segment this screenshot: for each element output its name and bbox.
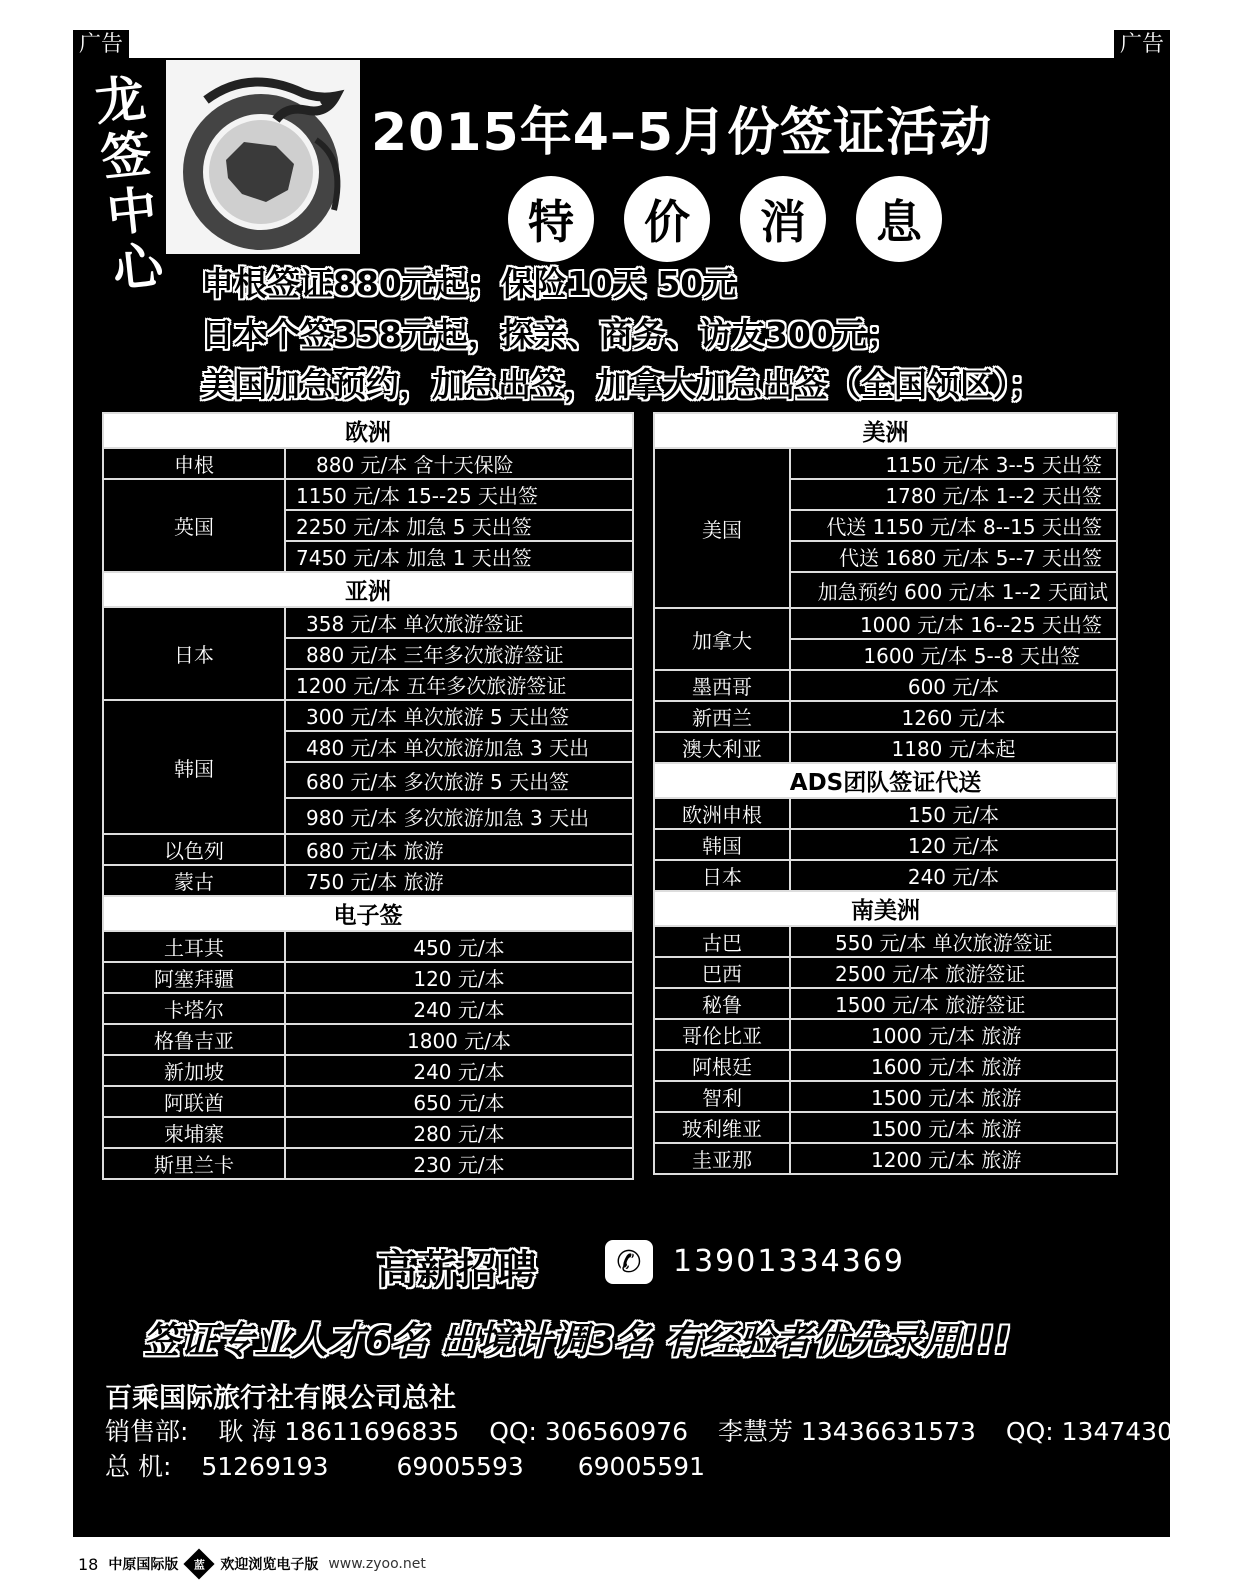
switch-label: 总 机:: [105, 1452, 172, 1481]
price-cell: 120 元/本: [285, 962, 633, 993]
price-cell: 加急预约 600 元/本 1--2 天面试: [790, 572, 1117, 608]
special-offer-badges: [508, 176, 942, 262]
country-cell: 美国: [654, 448, 790, 608]
table-row: [103, 834, 633, 865]
section-title-south-america: 南美洲: [654, 891, 1117, 926]
page-footer: [78, 1549, 426, 1579]
special-badge: 特: [508, 176, 594, 262]
price-cell: 1500 元/本 旅游: [790, 1081, 1117, 1112]
table-row: [103, 962, 633, 993]
table-row: [103, 1024, 633, 1055]
country-cell: 格鲁吉亚: [103, 1024, 285, 1055]
price-cell: 1150 元/本 15--25 天出签: [285, 479, 633, 510]
ad-label-right: 广告: [1114, 30, 1170, 60]
country-cell: 韩国: [654, 829, 790, 860]
section-title-ads: ADS团队签证代送: [654, 763, 1117, 798]
country-cell: 澳大利亚: [654, 732, 790, 763]
hiring-title: 高薪招聘: [377, 1247, 537, 1293]
promo-line: 申根签证880元起；保险10天 50元: [201, 264, 737, 303]
brand-char: 心: [109, 235, 166, 299]
footer-url[interactable]: www.zyoo.net: [328, 1556, 426, 1572]
page-title: 2015年4–5月份签证活动: [371, 103, 993, 163]
table-row: [654, 926, 1117, 957]
sales-label: 销售部:: [105, 1417, 189, 1446]
country-cell: 阿联酋: [103, 1086, 285, 1117]
special-badge: 消: [740, 176, 826, 262]
table-row: [654, 798, 1117, 829]
price-cell: 600 元/本: [790, 670, 1117, 701]
country-cell: 柬埔寨: [103, 1117, 285, 1148]
country-cell: 哥伦比亚: [654, 1019, 790, 1050]
country-cell: 欧洲申根: [654, 798, 790, 829]
country-cell: 墨西哥: [654, 670, 790, 701]
country-cell: 韩国: [103, 700, 285, 834]
country-cell: 阿塞拜疆: [103, 962, 285, 993]
price-cell: 358 元/本 单次旅游签证: [285, 607, 633, 638]
price-cell: 1200 元/本 旅游: [790, 1143, 1117, 1174]
table-row: [103, 931, 633, 962]
sales-contacts: [105, 1412, 1240, 1448]
brand-calligraphy: [85, 69, 172, 298]
sales-contact: 耿 海 18611696835: [218, 1417, 460, 1446]
table-row: [654, 608, 1117, 639]
switch-number: 51269193: [201, 1452, 329, 1481]
page-number: 18: [78, 1554, 99, 1574]
price-cell: 7450 元/本 加急 1 天出签: [285, 541, 633, 572]
price-cell: 880 元/本 三年多次旅游签证: [285, 638, 633, 669]
brand-char: 龙: [92, 68, 149, 132]
price-cell: 代送 1680 元/本 5--7 天出签: [790, 541, 1117, 572]
table-row: [654, 1019, 1117, 1050]
price-cell: 680 元/本 多次旅游 5 天出签: [285, 762, 633, 798]
switch-number: 69005591: [577, 1452, 705, 1481]
section-title-asia: 亚洲: [103, 572, 633, 607]
price-cell: 450 元/本: [285, 931, 633, 962]
price-cell: 2500 元/本 旅游签证: [790, 957, 1117, 988]
publication-badge-icon: [184, 1548, 215, 1579]
price-cell: 880 元/本 含十天保险: [285, 448, 633, 479]
price-cell: 480 元/本 单次旅游加急 3 天出: [285, 731, 633, 762]
price-cell: 2250 元/本 加急 5 天出签: [285, 510, 633, 541]
country-cell: 圭亚那: [654, 1143, 790, 1174]
country-cell: 以色列: [103, 834, 285, 865]
footer-welcome: 欢迎浏览电子版: [220, 1557, 319, 1573]
price-cell: 240 元/本: [285, 1055, 633, 1086]
price-cell: 980 元/本 多次旅游加急 3 天出: [285, 798, 633, 834]
table-row: [654, 1050, 1117, 1081]
price-cell: 280 元/本: [285, 1117, 633, 1148]
advertisement-page: [73, 58, 1221, 1537]
table-row: [654, 1112, 1117, 1143]
price-cell: 150 元/本: [790, 798, 1117, 829]
publication-name: 中原国际版: [108, 1557, 179, 1573]
country-cell: 日本: [654, 860, 790, 891]
price-cell: 550 元/本 单次旅游签证: [790, 926, 1117, 957]
table-row: [654, 448, 1117, 479]
country-cell: 古巴: [654, 926, 790, 957]
table-row: [103, 1086, 633, 1117]
price-cell: 1500 元/本 旅游签证: [790, 988, 1117, 1019]
price-cell: 1600 元/本 5--8 天出签: [790, 639, 1117, 670]
price-cell: 650 元/本: [285, 1086, 633, 1117]
price-cell: 1500 元/本 旅游: [790, 1112, 1117, 1143]
table-row: [654, 1143, 1117, 1174]
price-cell: 230 元/本: [285, 1148, 633, 1179]
hiring-slogan: 签证专业人才6名 出境计调3名 有经验者优先录用!!!: [143, 1319, 1011, 1362]
phone-icon: ✆: [605, 1240, 653, 1284]
country-cell: 秘鲁: [654, 988, 790, 1019]
country-cell: 新加坡: [103, 1055, 285, 1086]
price-table-right: [653, 412, 1118, 1175]
country-cell: 日本: [103, 607, 285, 700]
special-badge: 价: [624, 176, 710, 262]
section-title-europe: 欧洲: [103, 413, 633, 448]
country-cell: 加拿大: [654, 608, 790, 670]
switch-number: 69005593: [396, 1452, 524, 1481]
table-row: [654, 988, 1117, 1019]
price-cell: 1800 元/本: [285, 1024, 633, 1055]
country-cell: 土耳其: [103, 931, 285, 962]
promo-line: 美国加急预约，加急出签，加拿大加急出签（全国领区）；: [201, 365, 1043, 404]
country-cell: 智利: [654, 1081, 790, 1112]
dragon-emblem-icon: [166, 60, 360, 254]
sales-contact: QQ: 306560976: [489, 1417, 689, 1446]
country-cell: 申根: [103, 448, 285, 479]
price-cell: 1600 元/本 旅游: [790, 1050, 1117, 1081]
country-cell: 阿根廷: [654, 1050, 790, 1081]
country-cell: 巴西: [654, 957, 790, 988]
table-row: [103, 865, 633, 896]
country-cell: 斯里兰卡: [103, 1148, 285, 1179]
badge-text: 蓝: [193, 1558, 205, 1571]
brand-char: 签: [98, 123, 154, 188]
brand-char: 中: [103, 179, 160, 244]
price-cell: 代送 1150 元/本 8--15 天出签: [790, 510, 1117, 541]
price-cell: 1200 元/本 五年多次旅游签证: [285, 669, 633, 700]
table-row: [103, 1148, 633, 1179]
sales-contact: 李慧芳 13436631573: [718, 1417, 976, 1446]
section-title-evisa: 电子签: [103, 896, 633, 931]
table-row: [654, 1081, 1117, 1112]
hiring-phone: 13901334369: [673, 1244, 905, 1279]
table-row: [103, 700, 633, 731]
table-row: [654, 670, 1117, 701]
price-cell: 300 元/本 单次旅游 5 天出签: [285, 700, 633, 731]
table-row: [654, 732, 1117, 763]
country-cell: 新西兰: [654, 701, 790, 732]
table-row: [103, 479, 633, 510]
country-cell: 卡塔尔: [103, 993, 285, 1024]
table-row: [654, 829, 1117, 860]
table-row: [103, 1055, 633, 1086]
table-row: [654, 957, 1117, 988]
price-cell: 750 元/本 旅游: [285, 865, 633, 896]
price-cell: 1180 元/本起: [790, 732, 1117, 763]
price-cell: 240 元/本: [790, 860, 1117, 891]
country-cell: 英国: [103, 479, 285, 572]
price-cell: 240 元/本: [285, 993, 633, 1024]
price-cell: 120 元/本: [790, 829, 1117, 860]
price-table-left: [102, 412, 634, 1180]
price-cell: 680 元/本 旅游: [285, 834, 633, 865]
company-name: 百乘国际旅行社有限公司总社: [105, 1383, 456, 1414]
table-row: [103, 1117, 633, 1148]
promo-line: 日本个签358元起，探亲、商务、访友300元；: [201, 315, 900, 354]
table-row: [103, 448, 633, 479]
special-badge: 息: [856, 176, 942, 262]
table-row: [103, 993, 633, 1024]
section-title-americas: 美洲: [654, 413, 1117, 448]
table-row: [654, 860, 1117, 891]
table-row: [103, 607, 633, 638]
country-cell: 蒙古: [103, 865, 285, 896]
price-cell: 1260 元/本: [790, 701, 1117, 732]
country-cell: 玻利维亚: [654, 1112, 790, 1143]
dragon-logo: [166, 60, 360, 254]
price-cell: 1000 元/本 16--25 天出签: [790, 608, 1117, 639]
table-row: [654, 701, 1117, 732]
switchboard: [105, 1447, 727, 1483]
ad-label-left: 广告: [73, 30, 129, 60]
price-cell: 1150 元/本 3--5 天出签: [790, 448, 1117, 479]
sales-contact: QQ: 1347430236: [1005, 1417, 1221, 1446]
price-cell: 1780 元/本 1--2 天出签: [790, 479, 1117, 510]
price-cell: 1000 元/本 旅游: [790, 1019, 1117, 1050]
